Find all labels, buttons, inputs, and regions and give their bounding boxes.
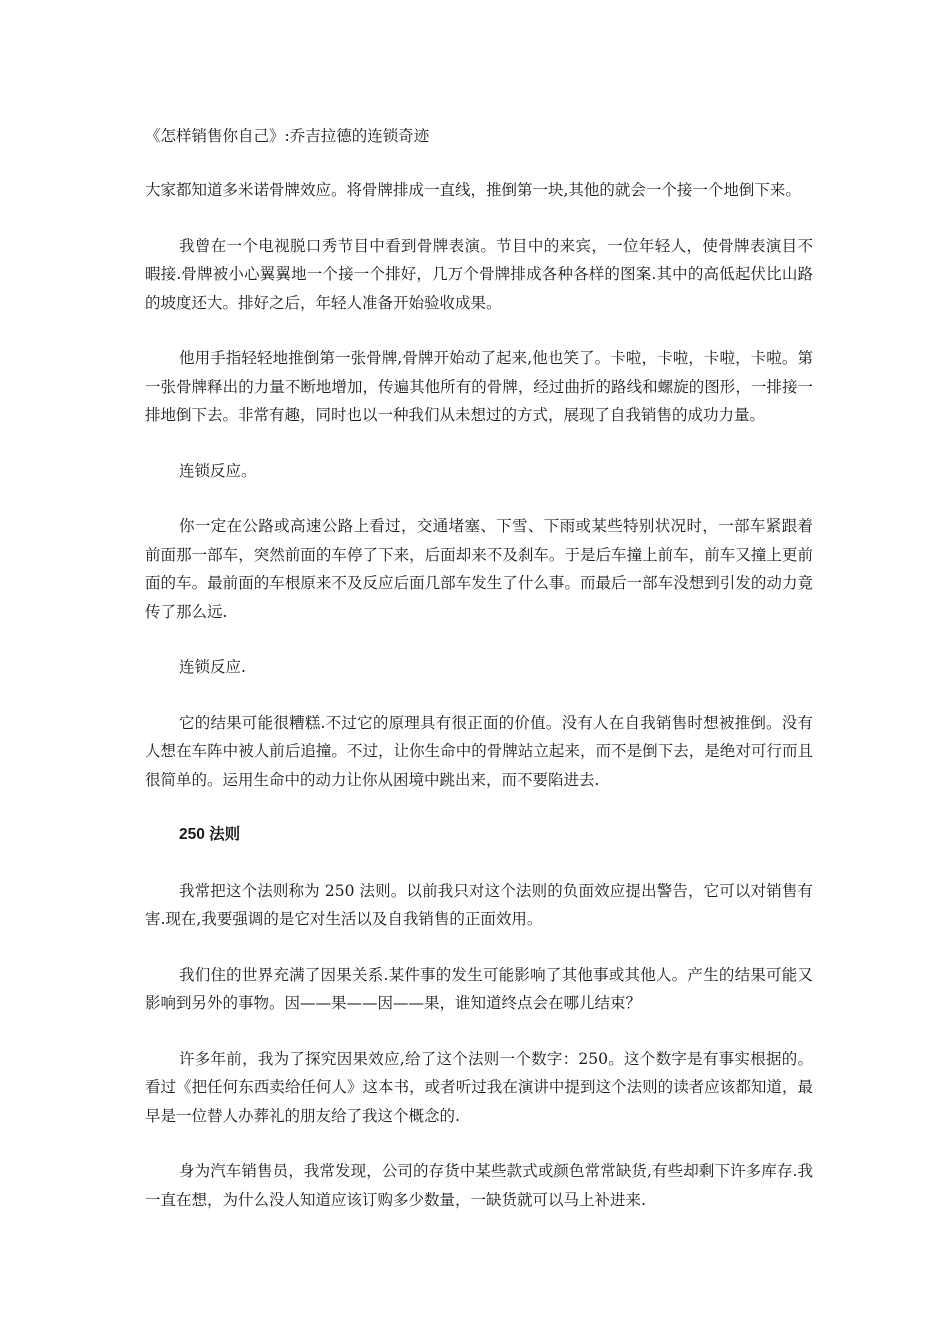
paragraph-positive-value: 它的结果可能很糟糕.不过它的原理具有很正面的价值。没有人在自我销售时想被推倒。没有人想在车阵中被人前后追撞。不过，让你生命中的骨牌站立起来，而不是倒下去，是绝对可行而且很简单的。运用生命中的动力让你从困境中跳出来，而不要陷进去. — [145, 713, 813, 789]
document-title: 《怎样销售你自己》:乔吉拉德的连锁奇迹 — [145, 127, 430, 145]
paragraph-tv-show: 我曾在一个电视脱口秀节目中看到骨牌表演。节目中的来宾，一位年轻人，使骨牌表演目不暇接.骨牌被小心翼翼地一个接一个排好，几万个骨牌排成各种各样的图案.其中的高低起伏比山路的坡度还大。排好之后，年轻人准备开始验收成果。 — [145, 236, 813, 312]
paragraph-number-250: 许多年前，我为了探究因果效应,给了这个法则一个数字：250。这个数字是有事实根据的。看过《把任何东西卖给任何人》这本书，或者听过我在演讲中提到这个法则的读者应该都知道，最早是一位替人办葬礼的朋友给了我这个概念的. — [145, 1049, 813, 1125]
document-body — [145, 124, 813, 1241]
paragraph-first-domino: 他用手指轻轻地推倒第一张骨牌,骨牌开始动了起来,他也笑了。卡啦，卡啦，卡啦，卡啦。第一张骨牌释出的力量不断地增加，传遍其他所有的骨牌，经过曲折的路线和螺旋的图形，一排接一排地倒下去。非常有趣，同时也以一种我们从未想过的方式，展现了自我销售的成功力量。 — [145, 349, 813, 424]
paragraph-250-rule: 我常把这个法则称为 250 法则。以前我只对这个法则的负面效应提出警告，它可以对销售有害.现在,我要强调的是它对生活以及自我销售的正面效用。 — [145, 881, 813, 928]
paragraph-traffic: 你一定在公路或高速公路上看过，交通堵塞、下雪、下雨或某些特别状况时，一部车紧跟着前面那一部车，突然前面的车停了下来，后面却来不及刹车。于是后车撞上前车，前车又撞上更前面的车。最前面的车根原来不及反应后面几部车发生了什么事。而最后一部车没想到引发的动力竟传了那么远. — [145, 517, 813, 621]
paragraph-domino-intro: 大家都知道多米诺骨牌效应。将骨牌排成一直线，推倒第一块,其他的就会一个接一个地倒下来。 — [145, 181, 801, 199]
paragraph-chain-reaction-1: 连锁反应。 — [179, 461, 257, 480]
paragraph-chain-reaction-2: 连锁反应. — [179, 658, 246, 676]
paragraph-car-salesman: 身为汽车销售员，我常发现，公司的存货中某些款式或颜色常常缺货,有些却剩下许多库存.我一直在想，为什么没人知道应该订购多少数量，一缺货就可以马上补进来. — [145, 1162, 813, 1209]
section-heading-250-rule: 250 法则 — [179, 826, 241, 843]
paragraph-cause-effect: 我们住的世界充满了因果关系.某件事的发生可能影响了其他事或其他人。产生的结果可能又影响到另外的事物。因——果——因——果，谁知道终点会在哪儿结束？ — [145, 965, 813, 1012]
